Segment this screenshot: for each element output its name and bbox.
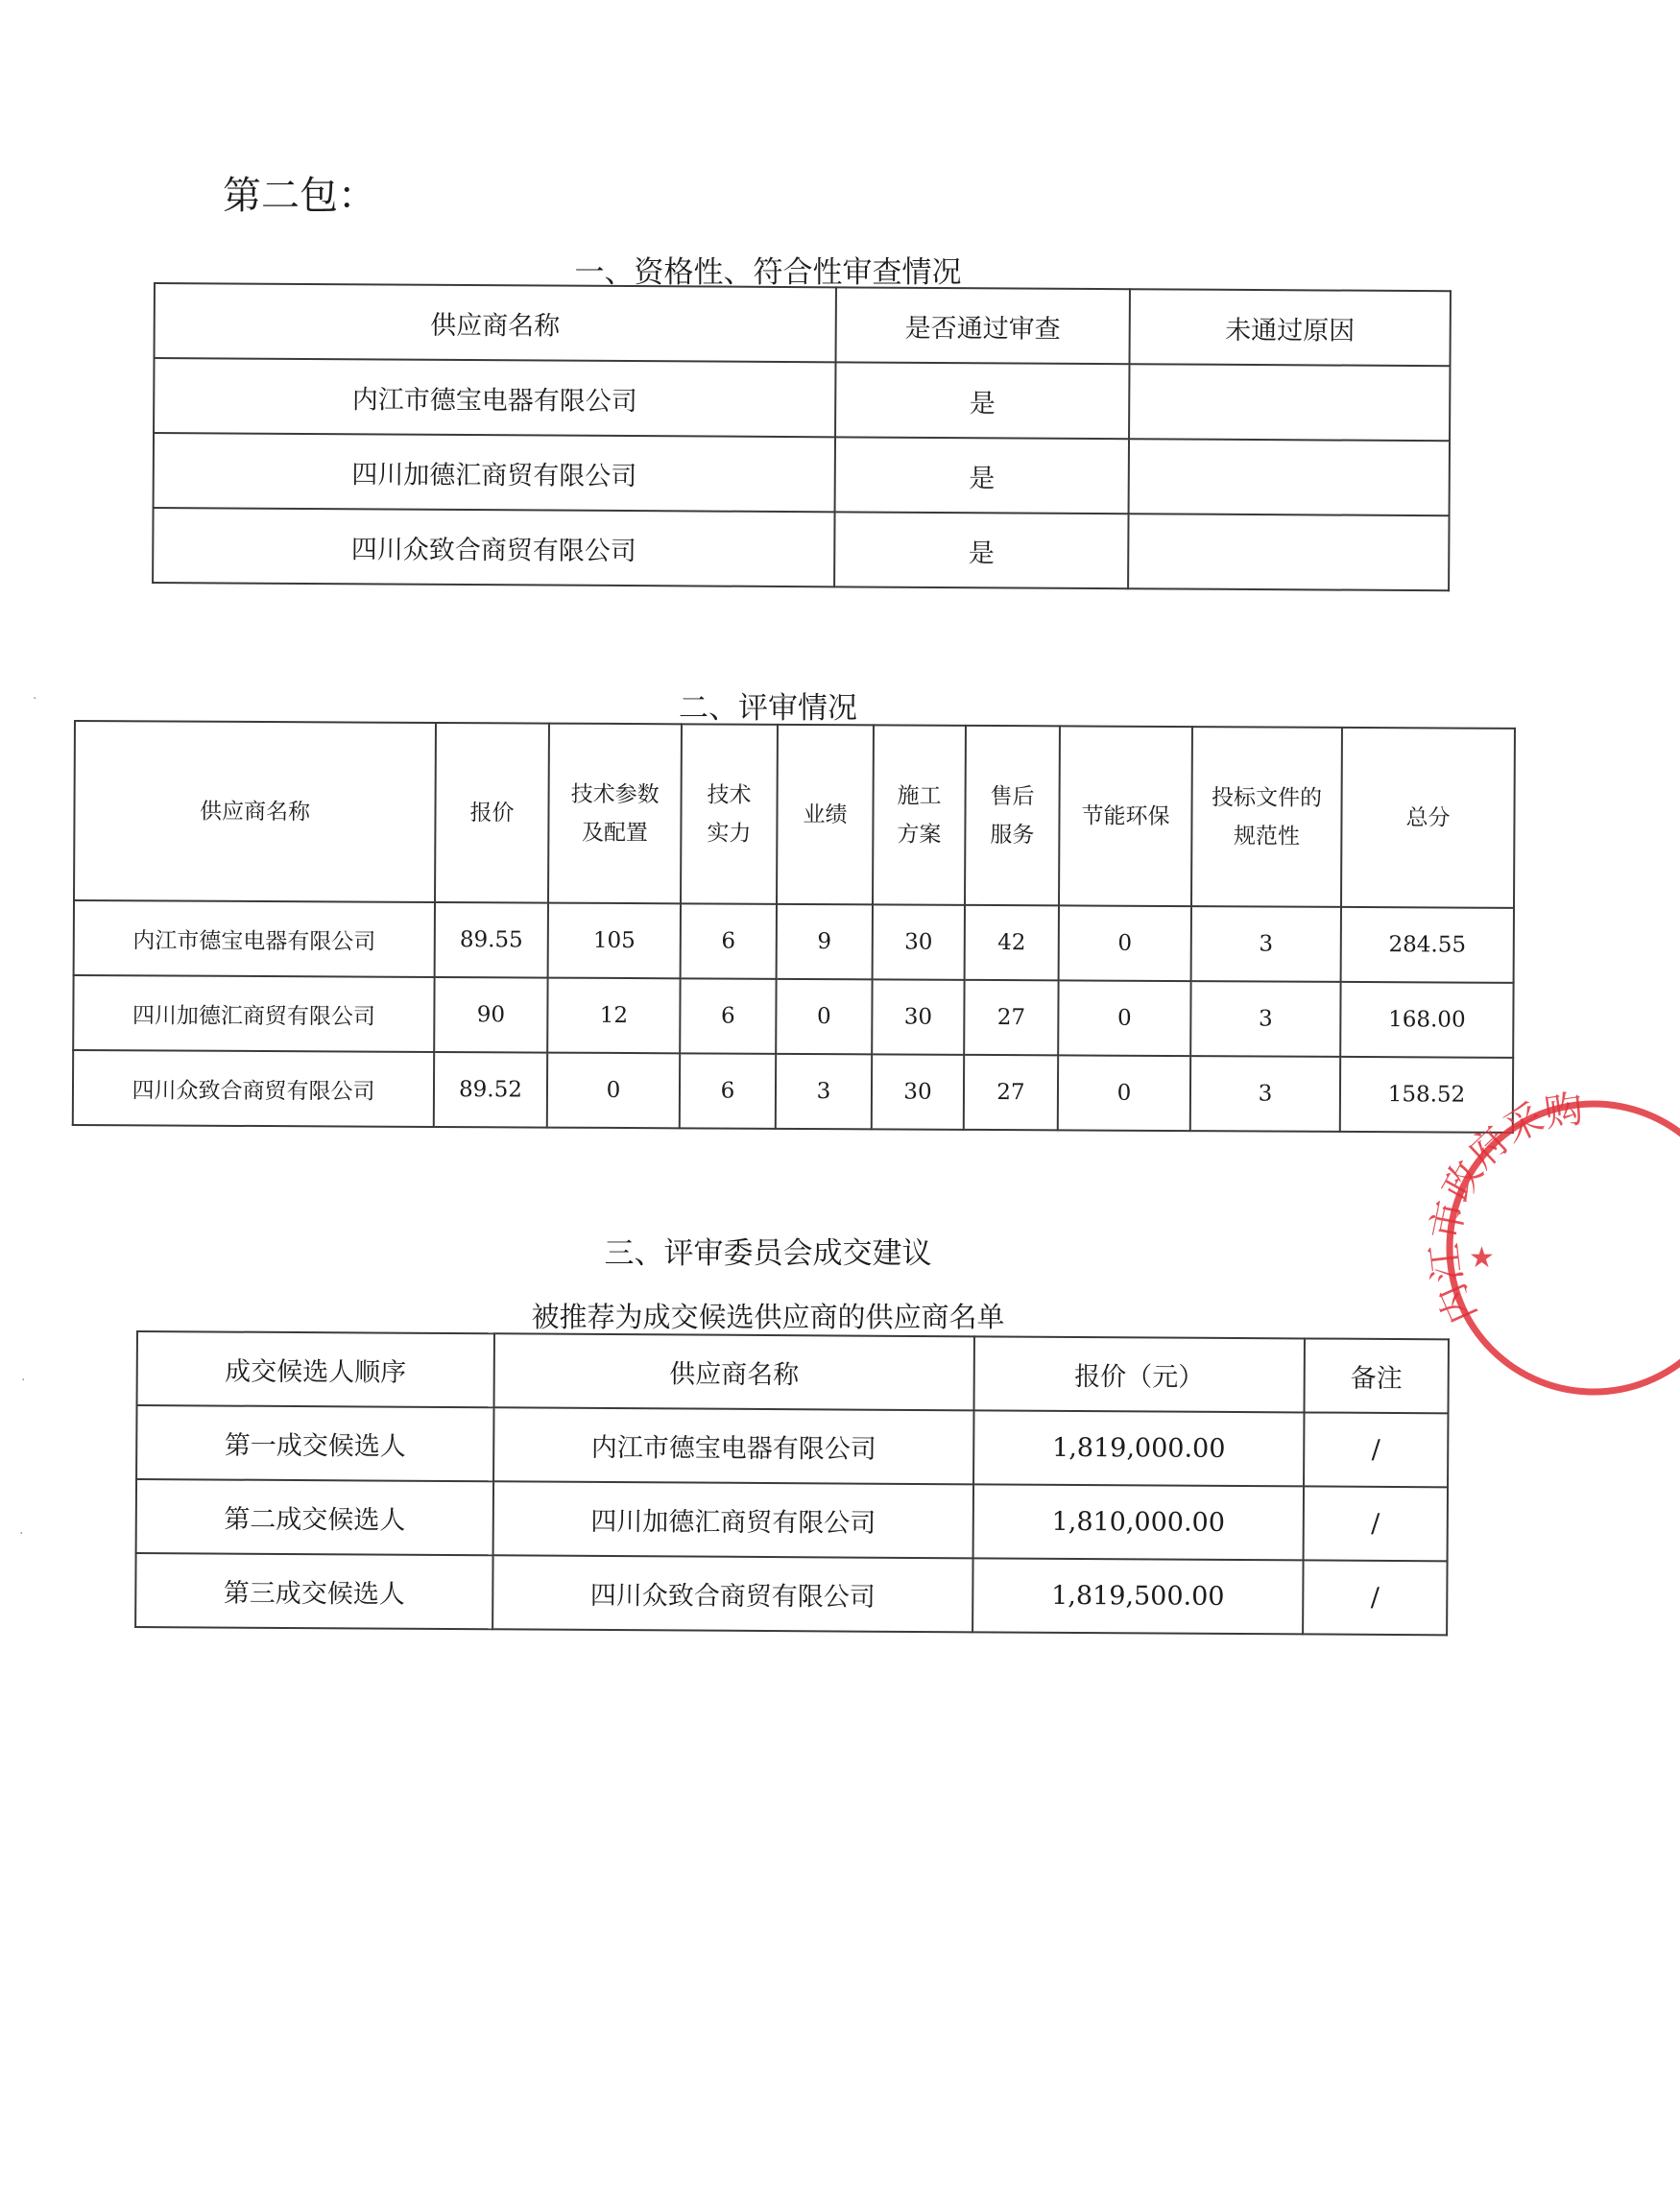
table-row — [136, 1405, 1448, 1487]
supplier-name: 四川众致合商贸有限公司 — [73, 1050, 434, 1127]
performance-score: 3 — [776, 1054, 872, 1130]
remarks: / — [1304, 1486, 1448, 1561]
passed-value: 是 — [834, 512, 1128, 588]
supplier-name: 四川众致合商贸有限公司 — [492, 1555, 972, 1632]
energy-saving-score: 0 — [1058, 980, 1190, 1056]
table-row — [135, 1553, 1447, 1635]
energy-saving-score: 0 — [1059, 905, 1191, 981]
passed-value: 是 — [835, 437, 1129, 514]
header-bid-compliance: 投标文件的 规范性 — [1191, 727, 1342, 907]
table-row — [154, 358, 1450, 441]
seal-text-path: 内江市政府采购 — [1423, 1087, 1587, 1330]
tech-params-score: 0 — [547, 1053, 680, 1129]
table-row — [153, 508, 1449, 590]
header-supplier: 供应商名称 — [74, 721, 436, 902]
table-row — [74, 900, 1514, 983]
header-tech-strength: 技术 实力 — [681, 724, 778, 904]
header-after-sales: 售后 服务 — [965, 726, 1060, 906]
reason-value — [1129, 364, 1450, 441]
header-supplier: 供应商名称 — [155, 283, 836, 362]
construction-plan-score: 30 — [873, 904, 965, 980]
construction-plan-score: 30 — [872, 1054, 964, 1130]
performance-score: 0 — [776, 979, 872, 1055]
table-row — [73, 1050, 1513, 1133]
reason-value — [1129, 439, 1450, 515]
quoted-price: 1,819,000.00 — [973, 1410, 1304, 1486]
scan-speck: · — [21, 1373, 26, 1388]
seal-text — [1423, 1087, 1586, 1329]
candidate-order: 第一成交候选人 — [136, 1405, 493, 1481]
table-header-row — [155, 283, 1451, 366]
section3-title: 三、评审委员会成交建议 — [604, 1236, 932, 1271]
header-quoted-price: 报价（元） — [974, 1336, 1305, 1412]
quoted-price: 1,819,500.00 — [972, 1558, 1303, 1634]
tech-strength-score: 6 — [680, 978, 776, 1054]
price-score: 89.52 — [434, 1052, 547, 1128]
after-sales-score: 27 — [964, 980, 1058, 1056]
header-passed: 是否通过审查 — [836, 287, 1130, 364]
table-header-row — [137, 1331, 1449, 1413]
scan-speck: · — [33, 691, 37, 706]
qualification-table — [152, 282, 1452, 591]
quoted-price: 1,810,000.00 — [973, 1484, 1304, 1560]
performance-score: 9 — [777, 904, 873, 980]
supplier-name: 内江市德宝电器有限公司 — [493, 1407, 973, 1484]
total-score: 158.52 — [1340, 1057, 1513, 1133]
supplier-name: 内江市德宝电器有限公司 — [74, 900, 435, 977]
header-reason: 未通过原因 — [1129, 289, 1450, 366]
tech-strength-score: 6 — [680, 1053, 776, 1129]
header-supplier: 供应商名称 — [494, 1333, 974, 1410]
header-tech-params: 技术参数 及配置 — [548, 724, 682, 904]
total-score: 168.00 — [1340, 982, 1513, 1058]
table-row — [154, 433, 1450, 515]
supplier-name: 内江市德宝电器有限公司 — [154, 358, 835, 437]
price-score: 90 — [434, 977, 547, 1053]
scan-speck: · — [19, 1526, 24, 1542]
remarks: / — [1303, 1560, 1447, 1635]
candidate-order: 第二成交候选人 — [136, 1479, 493, 1555]
supplier-name: 四川加德汇商贸有限公司 — [493, 1481, 973, 1558]
supplier-name: 四川加德汇商贸有限公司 — [154, 433, 835, 512]
supplier-name: 四川加德汇商贸有限公司 — [73, 975, 434, 1052]
energy-saving-score: 0 — [1058, 1055, 1190, 1131]
remarks: / — [1304, 1412, 1448, 1487]
passed-value: 是 — [835, 362, 1129, 439]
evaluation-table — [72, 720, 1516, 1134]
section2-title: 二、评审情况 — [679, 691, 857, 726]
official-seal-stamp — [1423, 1087, 1680, 1401]
header-performance: 业绩 — [777, 725, 874, 905]
package-title: 第二包： — [223, 174, 376, 218]
bid-compliance-score: 3 — [1190, 1056, 1340, 1132]
table-row — [136, 1479, 1448, 1561]
header-remarks: 备注 — [1305, 1338, 1449, 1413]
reason-value — [1128, 514, 1449, 590]
construction-plan-score: 30 — [872, 979, 964, 1055]
header-energy-saving: 节能环保 — [1059, 726, 1192, 906]
bid-compliance-score: 3 — [1190, 981, 1340, 1057]
supplier-name: 四川众致合商贸有限公司 — [153, 508, 834, 586]
candidate-order: 第三成交候选人 — [135, 1553, 492, 1629]
bid-compliance-score: 3 — [1191, 906, 1341, 982]
total-score: 284.55 — [1341, 907, 1514, 983]
recommendation-table — [134, 1330, 1450, 1636]
header-total-score: 总分 — [1341, 728, 1515, 908]
header-candidate-order: 成交候选人顺序 — [137, 1331, 494, 1407]
table-header-row — [74, 721, 1515, 908]
price-score: 89.55 — [435, 902, 548, 978]
header-construction-plan: 施工 方案 — [873, 725, 966, 905]
after-sales-score: 42 — [965, 905, 1059, 981]
tech-params-score: 105 — [548, 903, 681, 979]
section3-subtitle: 被推荐为成交候选供应商的供应商名单 — [531, 1301, 1005, 1333]
header-price-score: 报价 — [435, 723, 549, 903]
seal-star-icon: ★ — [1469, 1241, 1495, 1275]
table-row — [73, 975, 1513, 1058]
tech-params-score: 12 — [547, 978, 680, 1054]
tech-strength-score: 6 — [681, 903, 777, 979]
after-sales-score: 27 — [964, 1055, 1058, 1131]
section1-title: 一、资格性、符合性审查情况 — [574, 255, 962, 290]
